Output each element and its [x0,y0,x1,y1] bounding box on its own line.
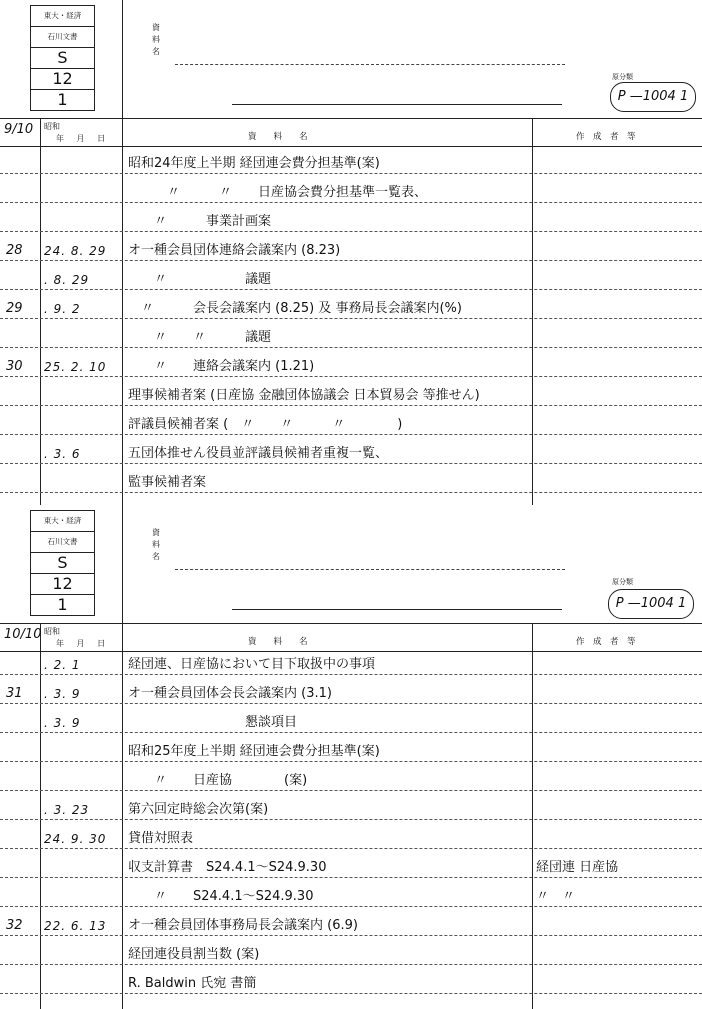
record-row [0,442,702,464]
header-bottom-rule [0,146,702,147]
row-rule [0,761,702,762]
record-date: . 3. 23 [44,803,90,817]
row-rule [0,993,702,994]
row-rule [0,790,702,791]
class-label: 原分類 [612,578,633,586]
record-row [0,413,702,435]
row-rule [0,231,702,232]
record-date: . 3. 9 [44,716,81,730]
row-rule [0,202,702,203]
title-header: 資 料 名 [248,132,308,142]
record-row [0,471,702,493]
record-row [0,740,702,762]
row-rule [0,376,702,377]
row-rule [0,877,702,878]
record-title: R. Baldwin 氏宛 書簡 [128,976,257,991]
stamp-institution: 東大・経済 [31,6,94,27]
stamp-collection: 石川文書 [31,27,94,48]
row-rule [0,674,702,675]
record-number: 28 [6,243,23,258]
record-row [0,268,702,290]
record-title: 評議員候補者案 ( 〃 〃 〃 ) [128,417,403,432]
record-title: 〃 連絡会議案内 (1.21) [128,359,315,374]
archive-stamp [30,5,95,111]
doc-name-line-2 [232,609,562,610]
record-date: . 9. 2 [44,302,81,316]
record-row [0,798,702,820]
stamp-number: 12 [31,574,94,595]
doc-name-label: 資料名 [152,528,160,561]
stamp-institution: 東大・経済 [31,511,94,532]
record-title: 昭和24年度上半期 経団連会費分担基準(案) [128,156,380,171]
title-header: 資 料 名 [248,637,308,647]
era-header: 昭和 [44,122,60,131]
record-title: 〃 議題 [128,272,272,287]
record-row [0,711,702,733]
record-title: オ一種会員団体連絡会議案内 (8.23) [128,243,341,258]
record-row [0,210,702,232]
doc-name-label: 資料名 [152,23,160,56]
header-bottom-rule [0,651,702,652]
stamp-collection: 石川文書 [31,532,94,553]
record-row [0,972,702,994]
sheet-marker: 10/10 [4,627,42,642]
row-rule [0,405,702,406]
row-rule [0,848,702,849]
record-title: 第六回定時総会次第(案) [128,802,269,817]
ymd-header: 年 月 日 [56,134,106,143]
row-rule [0,289,702,290]
record-title: 五団体推せん役員並評議員候補者重複一覧、 [128,446,389,461]
doc-name-line-2 [232,104,562,105]
record-title: 収支計算書 S24.4.1〜S24.9.30 [128,860,327,875]
row-rule [0,434,702,435]
archive-stamp [30,510,95,616]
row-rule [0,347,702,348]
record-date: 25. 2. 10 [44,360,107,374]
record-title: 〃 事業計画案 [128,214,272,229]
record-row [0,885,702,907]
record-row [0,297,702,319]
record-title: 〃 日産協 (案) [128,773,308,788]
stamp-series: S [31,48,94,69]
row-rule [0,935,702,936]
record-author: 経団連 日産協 [536,860,619,875]
ymd-header: 年 月 日 [56,639,106,648]
record-number: 29 [6,301,23,316]
index-card-2 [0,505,702,1009]
record-row [0,181,702,203]
row-rule [0,906,702,907]
record-title: 経団連役員割当数 (案) [128,947,260,962]
era-header: 昭和 [44,627,60,636]
record-row [0,682,702,704]
record-row [0,856,702,878]
record-number: 30 [6,359,23,374]
record-row [0,355,702,377]
record-title: 〃 S24.4.1〜S24.9.30 [128,889,314,904]
record-date: . 3. 9 [44,687,81,701]
author-header: 作 成 者 等 [576,637,636,647]
row-rule [0,703,702,704]
record-row [0,914,702,936]
record-title: 〃 〃 議題 [128,330,272,345]
record-author: 〃 〃 [536,889,576,904]
header-top-rule [0,623,702,624]
class-code: P —1004 1 [608,589,694,619]
record-row [0,653,702,675]
record-title: オ一種会員団体会長会議案内 (3.1) [128,686,332,701]
row-rule [0,260,702,261]
record-row [0,943,702,965]
record-title: 監事候補者案 [128,475,207,490]
record-row [0,326,702,348]
record-date: 24. 9. 30 [44,832,107,846]
record-row [0,384,702,406]
record-date: 22. 6. 13 [44,919,107,933]
row-rule [0,492,702,493]
record-number: 32 [6,918,23,933]
row-rule [0,732,702,733]
record-number: 31 [6,686,23,701]
record-date: . 3. 6 [44,447,81,461]
row-rule [0,463,702,464]
record-title: 貸借対照表 [128,831,194,846]
row-rule [0,318,702,319]
record-date: . 2. 1 [44,658,81,672]
record-row [0,769,702,791]
record-date: . 8. 29 [44,273,90,287]
doc-name-line [175,64,565,65]
doc-name-line [175,569,565,570]
row-rule [0,173,702,174]
record-title: 理事候補者案 (日産協 金融団体協議会 日本貿易会 等推せん) [128,388,480,403]
record-title: 経団連、日産協において目下取扱中の事項 [128,657,376,672]
class-code: P —1004 1 [610,82,696,112]
sheet-marker: 9/10 [4,122,34,137]
record-title: 懇談項目 [128,715,298,730]
stamp-subnumber: 1 [57,90,68,109]
record-title: 〃 会長会議案内 (8.25) 及 事務局長会議案内(%) [128,301,462,316]
stamp-number: 12 [31,69,94,90]
stamp-subnumber: 1 [57,595,68,614]
row-rule [0,819,702,820]
record-date: 24. 8. 29 [44,244,107,258]
record-title: 〃 〃 日産協会費分担基準一覧表、 [128,185,428,200]
record-row [0,152,702,174]
record-title: 昭和25年度上半期 経団連会費分担基準(案) [128,744,380,759]
row-rule [0,964,702,965]
author-header: 作 成 者 等 [576,132,636,142]
class-label: 原分類 [612,73,633,81]
record-title: オ一種会員団体事務局長会議案内 (6.9) [128,918,358,933]
stamp-series: S [31,553,94,574]
record-row [0,827,702,849]
record-row [0,239,702,261]
header-top-rule [0,118,702,119]
